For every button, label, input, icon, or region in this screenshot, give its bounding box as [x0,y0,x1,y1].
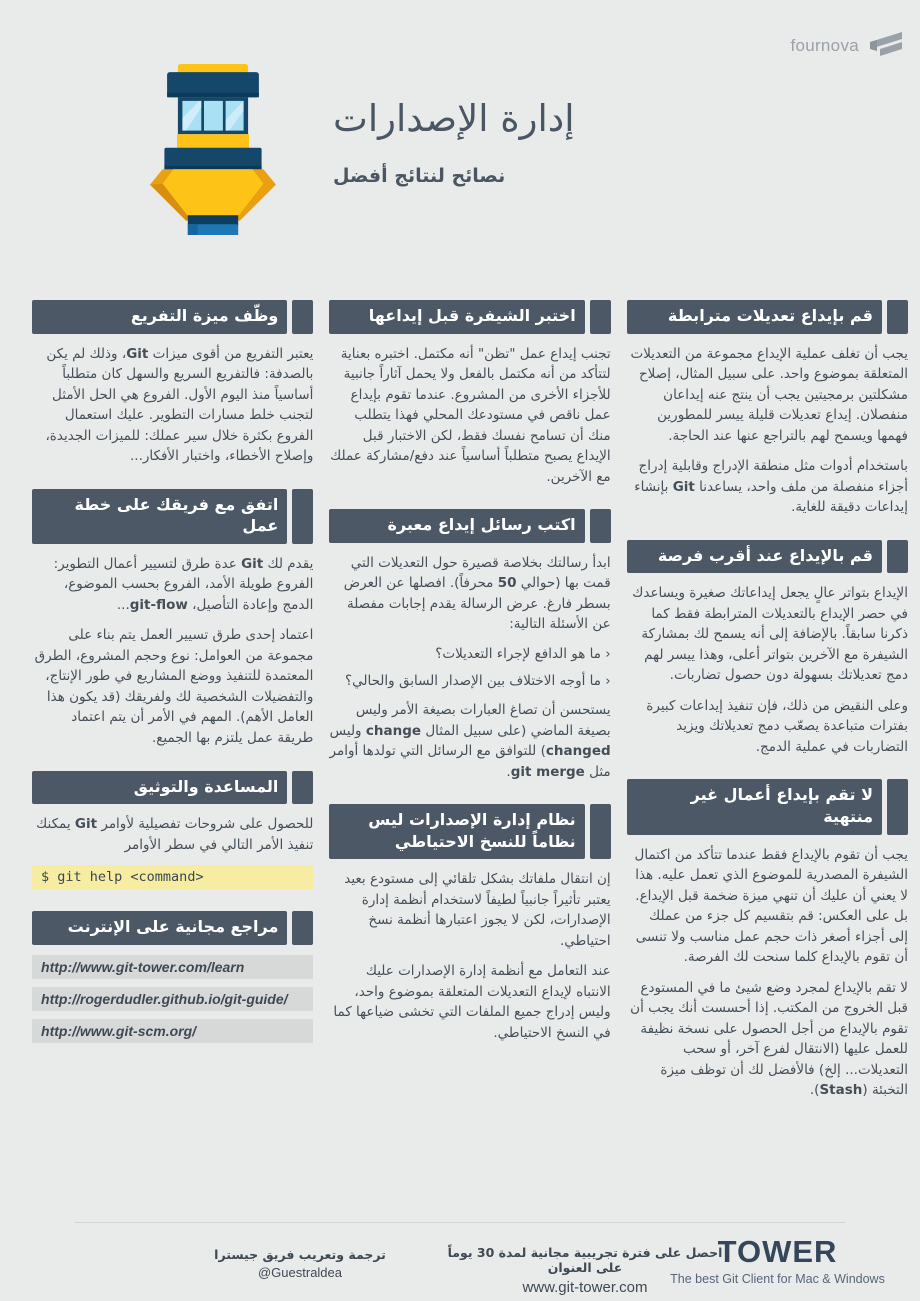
fournova-mark-icon [868,30,904,61]
section-header [32,911,313,945]
section-agree-workflow [32,489,313,749]
tower-tagline: The best Git Client for Mac & Windows [670,1272,885,1286]
header-tab-decoration [590,300,611,334]
paragraph: تجنب إيداع عمل "تظن" أنه مكتمل. اختبره بعناية لتتأكد من أنه مكتمل بالفعل ولا يحمل آثاراً جانبية للأجزاء الأخرى من المشروع. عندما تقوم بإيداع عمل ناقص في مستودعك المحلي فهذا يتطلب منك أن تسامح نفسك فقط، لكن الاختبار قبل الإيداع يصبح متطلباً أساسياً عند دفع/مشاركة عملك مع الآخرين. [330,345,611,485]
tower-wordmark: TOWER [717,1234,838,1269]
translation-credit-text: ترجمة وتعريب فريق جيسترا [214,1247,386,1262]
header-tab-decoration [292,300,313,334]
section-header [329,300,610,334]
resource-link-git-scm[interactable]: http://www.git-scm.org/ [32,1019,313,1043]
section-title: اكتب رسائل إيداع معبرة [329,509,584,543]
fournova-wordmark: fournova [790,35,859,55]
trial-offer-text: احصل على فترة تجريبية مجانية لمدة 30 يوماً على العنوان [447,1245,723,1275]
section-title: قم بالإيداع عند أقرب فرصة [627,540,882,574]
paragraph: للحصول على شروحات تفصيلية لأوامر Git يمكنك تنفيذ الأمر التالي في سطر الأوامر [36,816,314,853]
trial-offer-url[interactable]: www.git-tower.com [522,1279,648,1296]
resource-link-rogerdudler-git-guide[interactable]: http://rogerdudler.github.io/git-guide/ [32,987,313,1011]
paragraph: يجب أن تغلف عملية الإيداع مجموعة من التعديلات المتعلقة بموضوع واحد. على سبيل المثال، إصلاح مشكلتين برمجيتين يجب أن ينتج عنه إيداعان منفصلان. إيداع تعديلات قليلة ييسر للمطورين فهمها ويسمح لهم بالتراجع عنها عند الحاجة. [630,345,908,444]
column-middle [329,300,610,1123]
page-subtitle: نصائح لنتائج أفضل [333,164,506,187]
column-left [32,300,313,1123]
section-test-before-commit [329,300,610,487]
intro-block [333,98,575,187]
section-vcs-not-backup [329,804,610,1043]
section-title: اتفق مع فريقك على خطة عمل [32,489,287,544]
section-title: قم بإيداع تعديلات مترابطة [627,300,882,334]
paragraph: يعتبر التفريع من أقوى ميزات Git، وذلك لم يكن بالصدفة: فالتفريع السريع والسهل كان متطلباً أساسياً منذ اليوم الأول. الفروع هي الحل الأمثل لتجنب خلط مسارات التطوير. عليك استعمال الفروع بكثرة خلال سير عملك: للميزات الجديدة، وإصلاح الأخطاء، واختبار الأفكار... [45,345,314,465]
section-header [329,804,610,859]
paragraph: لا تقم بالإيداع لمجرد وضع شيئ ما في المستودع قبل الخروج من المكتب. إذا أحسست أنك يجب أن تقوم بالإيداع من أجل الحصول على نسخة نظيفة للعمل عليها (الانتقال لفرع آخر، أو سحب التعديلات... إلخ) فالأفضل لك أن توظف ميزة التخبئة (Stash). [630,979,908,1099]
section-free-resources [32,911,313,1043]
paragraph: يجب أن تقوم بالإيداع فقط عندما تتأكد من اكتمال الشيفرة المصدرية للموضوع الذي تعمل عليه. هذا لا يعني أن عليك أن تنهي ميزة ضخمة قبل الإيداع. بل على العكس: قم بتقسيم كل جزء من عملك إلى أجزاء أصغر ذات حجم عمل مناسب ولا تنسى أن تقوم بالإيداع كلما سنحت لك الفرصة. [634,846,908,966]
section-header [32,771,313,805]
section-title: اختبر الشيفرة قبل إيداعها [329,300,584,334]
section-header [627,779,908,834]
section-title: مراجع مجانية على الإنترنت [32,911,287,945]
resource-link-git-tower-learn[interactable]: http://www.git-tower.com/learn [32,955,313,979]
paragraph: يقدم لك Git عدة طرق لتسيير أعمال التطوير: الفروع طويلة الأمد، الفروع بحسب الموضوع، الدمج وإعادة التأصيل، git-flow... [53,555,314,613]
paragraph: ابدأ رسالتك بخلاصة قصيرة حول التعديلات التي قمت بها (حوالي 50 محرفاً). افصلها عن العرض بسطر فارغ. عرض الرسالة يقدم إجابات مفصلة عن الأسئلة التالية: [343,554,611,633]
translator-handle: @Guestraldea [257,1265,343,1280]
bullet-item: ‹ ما أوجه الاختلاف بين الإصدار السابق والحالي؟ [344,673,611,690]
section-header [627,540,908,574]
header-tab-decoration [887,540,908,574]
section-header [329,509,610,543]
git-help-command-snippet: $ git help <command> [32,865,313,889]
paragraph: الإيداع بتواتر عالٍ يجعل إيداعاتك صغيرة ويساعدك في حصر الإيداع بالتعديلات المترابطة فقط كما ذكرنا سابقاً. بالإضافة إلى أنه يسمح لك بمشاركة الشيفرة مع الآخرين بتواتر أعلى، وهذا ييسر لهم دمج تعديلاتك بسهولة دون حصول تضاربات. [632,585,908,684]
header-tab-decoration [292,489,313,544]
page-title: إدارة الإصدارات [333,97,575,140]
content-columns [32,300,908,1123]
section-header [32,489,313,544]
footer-divider [75,1222,845,1223]
tower-logo-block [655,1236,900,1286]
paragraph: عند التعامل مع أنظمة إدارة الإصدارات عليك الانتباه لإيداع التعديلات المتعلقة بموضوع واحد، وليس إدراج جميع الملفات التي تخشى ضياعها كما في النسخ الاحتياطي. [333,963,611,1041]
section-header [32,300,313,334]
section-help-docs [32,771,313,890]
header-tab-decoration [590,509,611,543]
control-tower-illustration [150,64,276,235]
section-title: وظّف ميزة التفريع [32,300,287,334]
section-commit-messages [329,509,610,782]
section-title: نظام إدارة الإصدارات ليس نظاماً للنسخ الاحتياطي [329,804,584,859]
section-title: المساعدة والتوثيق [32,771,287,805]
header-tab-decoration [292,771,313,805]
header-tab-decoration [590,804,611,859]
section-commit-related-changes [627,300,908,518]
section-use-branches [32,300,313,467]
section-header [627,300,908,334]
paragraph: اعتماد إحدى طرق تسيير العمل يتم بناء على مجموعة من العوامل: نوع وحجم المشروع، الطرق المعتمدة للتنفيذ ووضع المشاريع في طور الإنتاج، والتفضيلات الشخصية لك ولفريقك (قد يكون هذا العامل الأهم). المهم في الأمر أن يتم اعتماد طريقة عمل يلتزم بها الجميع. [34,627,314,746]
section-dont-commit-unfinished [627,779,908,1100]
translation-credit [170,1247,430,1280]
bullet-item: ‹ ما هو الدافع لإجراء التعديلات؟ [435,645,611,662]
paragraph: يستحسن أن تصاغ العبارات بصيغة الأمر وليس بصيغة الماضي (على سبيل المثال change وليس changed) للتوافق مع الرسائل التي تولدها أوامر مثل git merge. [329,701,611,780]
column-right [627,300,908,1123]
paragraph: باستخدام أدوات مثل منطقة الإدراج وقابلية إدراج أجزاء منفصلة من ملف واحد، يساعدنا Git بإنشاء إيداعات دقيقة للغاية. [634,458,908,516]
section-commit-often [627,540,908,758]
fournova-logo [790,30,904,61]
control-tower-icon [150,64,276,235]
header-tab-decoration [887,779,908,834]
section-title: لا تقم بإيداع أعمال غير منتهية [627,779,882,834]
header-tab-decoration [292,911,313,945]
paragraph: وعلى النقيض من ذلك، فإن تنفيذ إيداعات كبيرة بفترات متباعدة يصعّب دمج تعديلاتك ويزيد التضاربات في عملية الدمج. [646,697,908,755]
paragraph: إن انتقال ملفاتك بشكل تلقائي إلى مستودع بعيد يعتبر تأثيراً جانبياً لطيفاً لاستخدام أنظمة إدارة الإصدارات، لكن لا يجوز اعتبارها أنظمة نسخ احتياطي. [344,871,611,949]
header-tab-decoration [887,300,908,334]
